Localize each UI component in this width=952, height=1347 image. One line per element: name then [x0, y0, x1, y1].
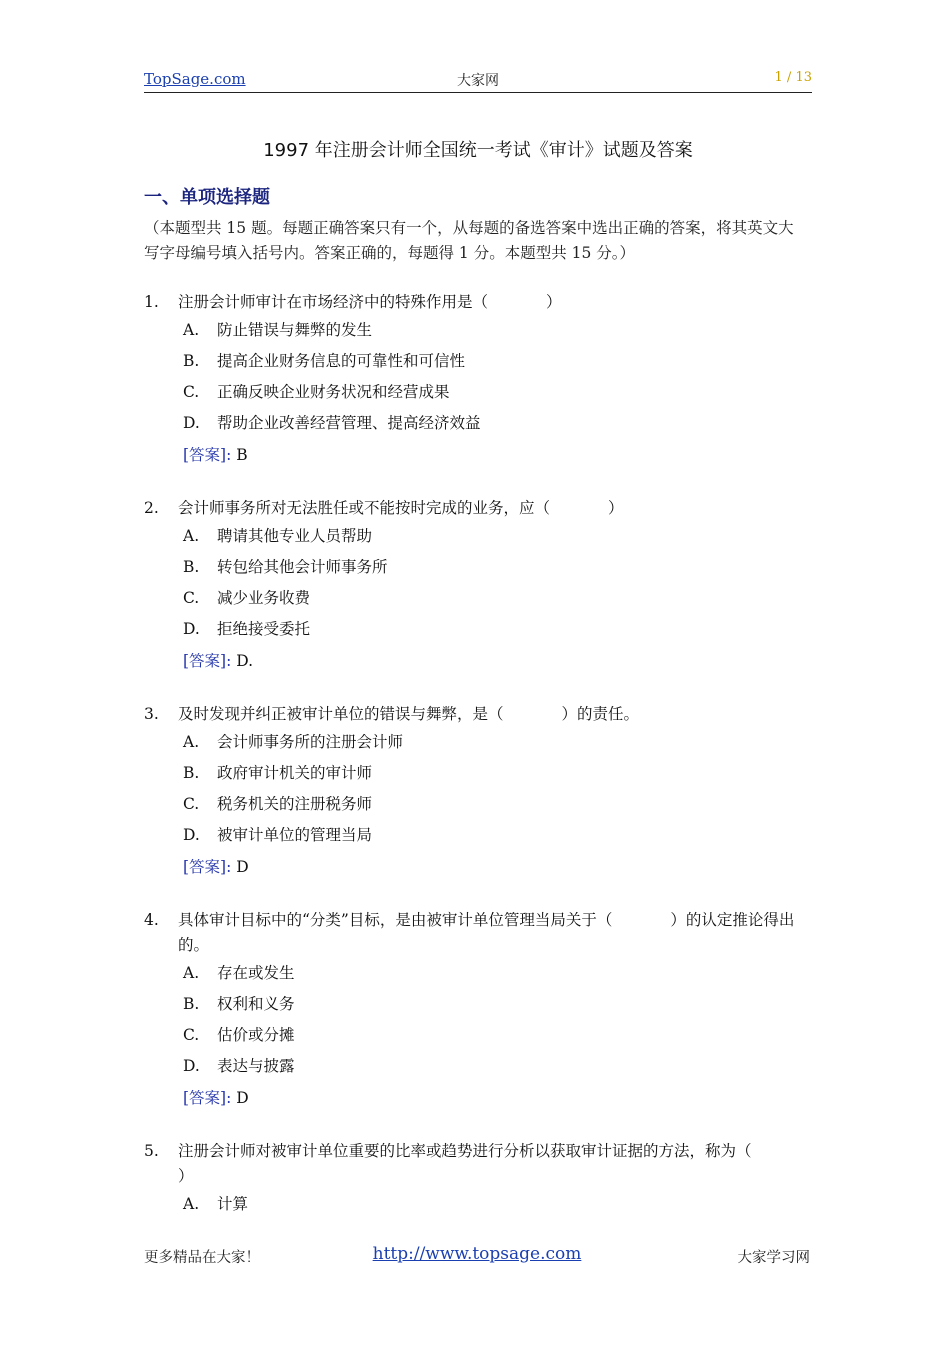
option-key: D. [183, 826, 200, 844]
page-header [144, 68, 812, 93]
option [183, 1051, 810, 1082]
answer-label: [答案]: [183, 1089, 232, 1107]
option [183, 614, 810, 645]
document-title: 1997 年注册会计师全国统一考试《审计》试题及答案 [263, 140, 693, 161]
option [183, 408, 810, 439]
answer-value: D [236, 858, 249, 876]
option-key: D. [183, 620, 200, 638]
option-text: 表达与披露 [217, 1057, 295, 1075]
question-text-end: ）的认定推论得出的。 [178, 911, 795, 954]
option-text: 减少业务收费 [217, 589, 311, 607]
header-site-link[interactable]: TopSage.com [144, 70, 246, 88]
option-key: C. [183, 1026, 200, 1044]
option-text: 被审计单位的管理当局 [217, 826, 373, 844]
question-text-end: ） [546, 293, 562, 311]
option [183, 377, 810, 408]
option-text: 权利和义务 [217, 995, 295, 1013]
option [183, 758, 810, 789]
options-list [183, 958, 810, 1115]
answer-line [183, 1082, 810, 1115]
option-key: A. [183, 527, 200, 545]
option-text: 税务机关的注册税务师 [217, 795, 373, 813]
option [183, 521, 810, 552]
question-number: 1. [144, 293, 159, 311]
answer-line [183, 645, 810, 678]
option [183, 958, 810, 989]
question-stem [144, 908, 810, 958]
option-key: D. [183, 414, 200, 432]
option-text: 会计师事务所的注册会计师 [217, 733, 404, 751]
question-5 [144, 1139, 810, 1220]
option-text: 政府审计机关的审计师 [217, 764, 373, 782]
option-key: C. [183, 589, 200, 607]
question-3 [144, 702, 810, 884]
question-number: 5. [144, 1142, 159, 1160]
answer-label: [答案]: [183, 446, 232, 464]
answer-line [183, 439, 810, 472]
option-key: C. [183, 383, 200, 401]
option [183, 1020, 810, 1051]
answer-value: D. [236, 652, 254, 670]
question-stem [144, 1139, 810, 1189]
option-key: B. [183, 764, 200, 782]
question-text-end: ） [178, 1167, 194, 1185]
option-key: D. [183, 1057, 200, 1075]
answer-line [183, 851, 810, 884]
option-text: 聘请其他专业人员帮助 [217, 527, 373, 545]
option [183, 583, 810, 614]
question-text: 具体审计目标中的“分类”目标，是由被审计单位管理当局关于（ [178, 911, 613, 929]
option-key: B. [183, 352, 200, 370]
question-stem [144, 702, 810, 727]
option [183, 552, 810, 583]
option-text: 帮助企业改善经营管理、提高经济效益 [217, 414, 481, 432]
options-list [183, 727, 810, 884]
header-site-name: 大家网 [457, 73, 499, 89]
option [183, 789, 810, 820]
option [183, 989, 810, 1020]
option-text: 提高企业财务信息的可靠性和可信性 [217, 352, 466, 370]
answer-value: B [236, 446, 248, 464]
option [183, 315, 810, 346]
question-number: 2. [144, 499, 159, 517]
question-number: 3. [144, 705, 159, 723]
question-text: 及时发现并纠正被审计单位的错误与舞弊，是（ [178, 705, 504, 723]
question-1 [144, 290, 810, 472]
option-key: A. [183, 1195, 200, 1213]
page-number: 1 / 13 [774, 70, 812, 85]
option-key: A. [183, 321, 200, 339]
options-list [183, 315, 810, 472]
option-text: 转包给其他会计师事务所 [217, 558, 388, 576]
question-text-end: ） [608, 499, 624, 517]
question-stem [144, 496, 810, 521]
option-text: 防止错误与舞弊的发生 [217, 321, 373, 339]
footer-url-link[interactable]: http://www.topsage.com [372, 1244, 582, 1264]
answer-value: D [236, 1089, 249, 1107]
question-text: 注册会计师对被审计单位重要的比率或趋势进行分析以获取审计证据的方法，称为（ [178, 1142, 752, 1160]
question-text-end: ）的责任。 [561, 705, 640, 723]
option-text: 拒绝接受委托 [217, 620, 311, 638]
option-key: A. [183, 733, 200, 751]
option-text: 正确反映企业财务状况和经营成果 [217, 383, 450, 401]
options-list [183, 1189, 810, 1220]
option-text: 计算 [217, 1195, 249, 1213]
option-key: B. [183, 995, 200, 1013]
footer-site-name: 大家学习网 [737, 1250, 810, 1266]
option [183, 727, 810, 758]
option [183, 1189, 810, 1220]
option-text: 存在或发生 [217, 964, 295, 982]
question-text: 会计师事务所对无法胜任或不能按时完成的业务，应（ [178, 499, 551, 517]
option [183, 820, 810, 851]
option-key: A. [183, 964, 200, 982]
answer-label: [答案]: [183, 652, 232, 670]
page-footer [144, 1246, 810, 1268]
option-key: B. [183, 558, 200, 576]
section-heading: 一、单项选择题 [144, 187, 270, 208]
question-stem [144, 290, 810, 315]
footer-slogan: 更多精品在大家！ [144, 1250, 260, 1266]
question-2 [144, 496, 810, 678]
options-list [183, 521, 810, 678]
option-key: C. [183, 795, 200, 813]
question-number: 4. [144, 911, 159, 929]
section-intro: （本题型共 15 题。每题正确答案只有一个，从每题的备选答案中选出正确的答案，将其英文大写字母编号填入括号内。答案正确的，每题得 1 分。本题型共 15 分。） [144, 219, 794, 262]
answer-label: [答案]: [183, 858, 232, 876]
option-text: 估价或分摊 [217, 1026, 295, 1044]
question-4 [144, 908, 810, 1115]
question-text: 注册会计师审计在市场经济中的特殊作用是（ [178, 293, 489, 311]
option [183, 346, 810, 377]
